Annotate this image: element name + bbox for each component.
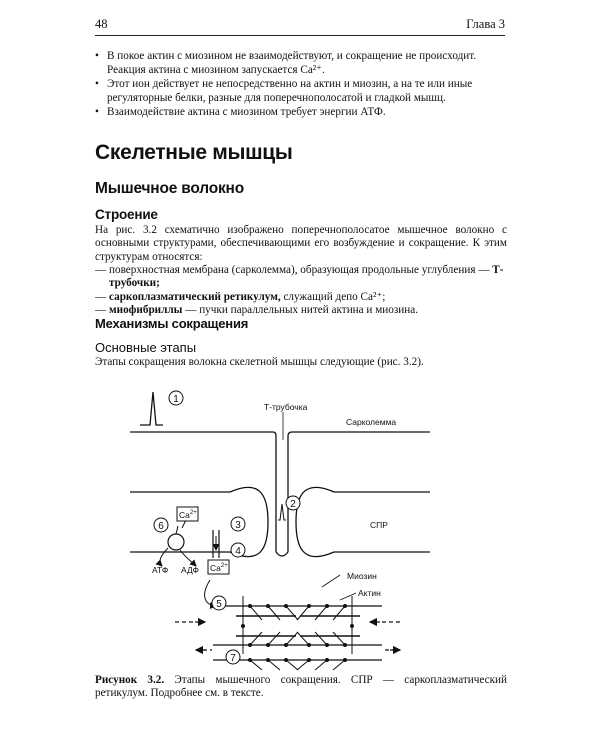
step-number-4: 4 <box>235 546 241 557</box>
mechanisms-paragraph: Этапы сокращения волокна скелетной мышцы следующие (рис. 3.2). <box>95 356 424 368</box>
actin-label: Актин <box>358 588 381 598</box>
caption-text: Этапы мышечного сокращения. СПР — саркоплазматический ретикулум. Подробнее см. в тексте. <box>95 674 507 700</box>
caption-label: Рисунок 3.2. <box>95 674 165 686</box>
dash: — <box>95 264 107 276</box>
atp-label: АТФ <box>152 565 169 575</box>
structure-heading: Строение <box>95 207 158 222</box>
dash: — <box>95 290 107 303</box>
section-title: Скелетные мышцы <box>95 141 293 164</box>
item-text: поверхностная мембрана (сарколемма), образующая продольные углубления — <box>109 264 493 276</box>
item-bold: Т-трубочки; <box>109 264 504 290</box>
step-number-1: 1 <box>173 394 179 405</box>
spr-label: СПР <box>370 520 388 530</box>
sr-left-sac <box>130 487 268 556</box>
item-text: — пучки параллельных нитей актина и миозина. <box>182 304 419 317</box>
subsection-title: Мышечное волокно <box>95 180 244 197</box>
step-number-6: 6 <box>158 521 164 532</box>
sarcolemma-label: Сарколемма <box>346 417 397 427</box>
sr-right-sac <box>296 487 430 556</box>
structure-paragraph: На рис. 3.2 схематично изображено поперечнополосатое мышечное волокно с основными структурами, обеспечивающими его возбуждение и сокращение. К этим структурам относятся: <box>95 224 507 263</box>
ca-superscript: 2+ <box>220 563 228 569</box>
item-bold: миофибриллы <box>109 304 183 317</box>
bullet-item: • Этот ион действует не непосредственно на актин и миозин, а на те или иные регуляторные белки, разные для поперечнополосатой и гладкой мышц. <box>95 78 507 105</box>
adp-label: АДФ <box>181 565 199 575</box>
ca-base: Ca <box>210 563 221 573</box>
mechanisms-subheading: Основные этапы <box>95 340 197 355</box>
ca-superscript: 2+ <box>189 510 197 516</box>
bullet-item: • В покое актин с миозином не взаимодействуют, и сокращение не происходит. Реакция актина с миозином запускается Ca²⁺. <box>95 50 507 77</box>
mechanisms-heading: Механизмы сокращения <box>95 316 249 331</box>
bullet-item: • Взаимодействие актина с миозином требует энергии АТФ. <box>95 106 507 120</box>
chapter-title: Глава 3 <box>466 17 505 31</box>
step-number-7: 7 <box>230 653 236 664</box>
step-number-5: 5 <box>216 599 222 610</box>
myosin-label: Миозин <box>347 571 377 581</box>
t-tubule-label: Т-трубочка <box>264 402 308 412</box>
page-number: 48 <box>95 17 108 31</box>
ca-base: Ca <box>179 510 190 520</box>
figure-caption <box>95 674 507 701</box>
dash: — <box>95 304 107 317</box>
action-potential-trace <box>140 392 163 425</box>
item-bold: саркоплазматический ретикулум, <box>109 290 281 303</box>
item-text: служащий депо Ca²⁺; <box>280 290 386 303</box>
step-number-3: 3 <box>235 520 241 531</box>
step-number-2: 2 <box>290 499 296 510</box>
sarcomere-dots <box>241 604 354 647</box>
